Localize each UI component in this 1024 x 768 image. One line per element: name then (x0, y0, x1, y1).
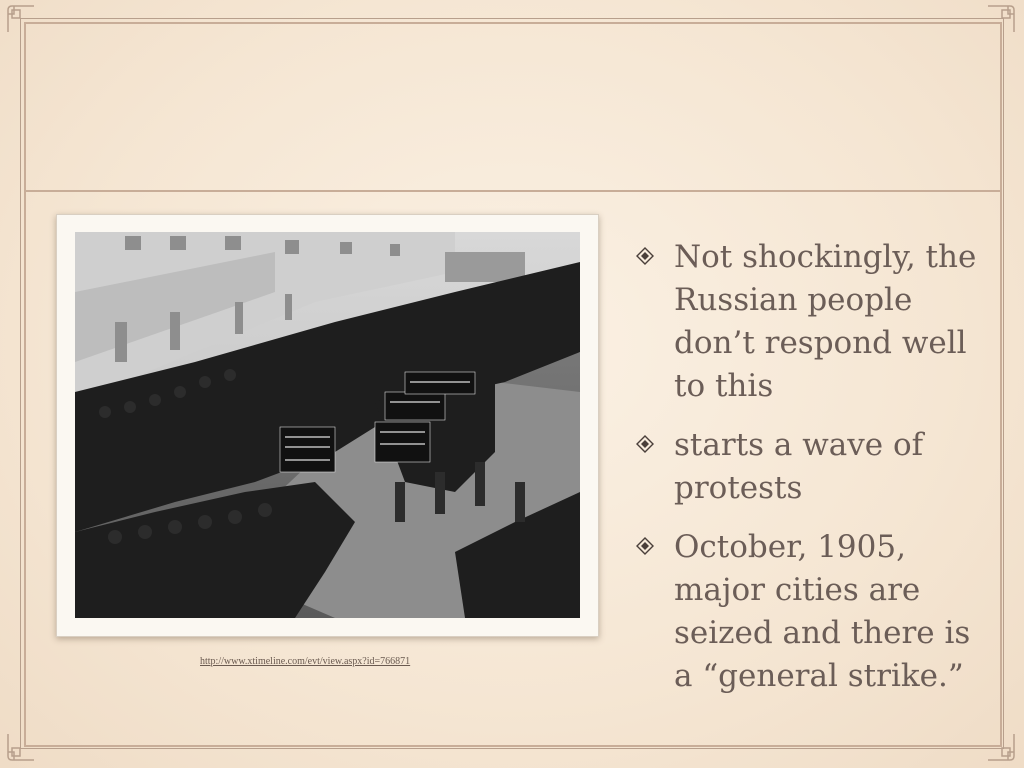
bullet-text: October, 1905, major cities are seized and there is a “general strike.” (674, 529, 971, 694)
corner-ornament-icon (986, 732, 1016, 762)
photo-credit-link[interactable]: http://www.xtimeline.com/evt/view.aspx?id=766871 (200, 656, 411, 667)
bullet-item (636, 424, 996, 510)
diamond-ornament-icon (636, 247, 654, 265)
diamond-ornament-icon (636, 537, 654, 555)
bullet-item (636, 526, 996, 698)
corner-ornament-icon (6, 4, 36, 34)
photo-frame (56, 214, 599, 637)
title-divider-line (24, 190, 1000, 192)
bullet-item (636, 236, 996, 408)
corner-ornament-icon (6, 732, 36, 762)
bullet-list (636, 236, 996, 714)
corner-ornament-icon (986, 4, 1016, 34)
bullet-text: Not shockingly, the Russian people don’t respond well to this (674, 239, 977, 404)
protest-photo (75, 232, 580, 618)
diamond-ornament-icon (636, 435, 654, 453)
bullet-text: starts a wave of protests (674, 427, 924, 506)
protest-photo-image (75, 232, 580, 618)
